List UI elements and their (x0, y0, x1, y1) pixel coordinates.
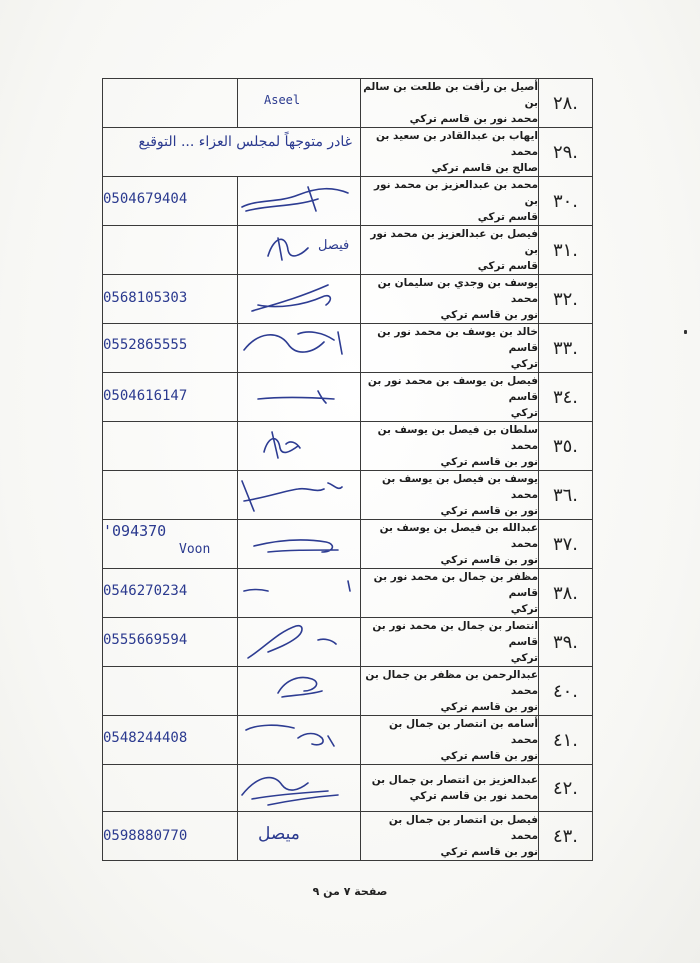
name-line: صالح بن قاسم تركي (431, 162, 538, 174)
table-row (103, 471, 593, 520)
signature-cell (238, 226, 361, 275)
signature-cell (238, 618, 361, 667)
signature-cell (238, 177, 361, 226)
name-line: نور بن قاسم تركي (440, 505, 538, 517)
name-line: نور بن قاسم تركي (440, 701, 538, 713)
signature-scribble (238, 765, 361, 811)
signature-scribble (238, 716, 361, 762)
row-number: .٣٨ (539, 569, 593, 618)
table-row (103, 812, 593, 861)
signature-scribble (238, 667, 361, 713)
row-number: .٤٣ (539, 812, 593, 861)
phone-cell (103, 373, 238, 422)
phone-cell (103, 569, 238, 618)
signature-scribble (238, 275, 361, 321)
signature-scribble (238, 618, 361, 664)
name-line: تركي (510, 603, 538, 615)
table-row (103, 128, 593, 177)
name-line: يوسف بن وجدي بن سليمان بن محمد (377, 277, 538, 305)
handwritten-signature: فيصل (318, 238, 350, 253)
row-number: .٣٩ (539, 618, 593, 667)
name-line: نور بن قاسم تركي (440, 309, 538, 321)
row-number: .٤١ (539, 716, 593, 765)
row-number: .٢٨ (539, 79, 593, 128)
row-number: .٣٦ (539, 471, 593, 520)
signature-cell (238, 471, 361, 520)
signature-cell (238, 324, 361, 373)
table-row (103, 373, 593, 422)
name-cell (361, 422, 539, 471)
signature-cell (238, 716, 361, 765)
name-line: أسامه بن انتصار بن جمال بن محمد (388, 718, 538, 746)
table-row (103, 275, 593, 324)
name-line: عبدالله بن فيصل بن يوسف بن محمد (379, 522, 538, 550)
signature-scribble (238, 569, 361, 615)
name-cell (361, 226, 539, 275)
table-row (103, 422, 593, 471)
signature-scribble (238, 471, 361, 517)
table-row (103, 667, 593, 716)
name-cell (361, 765, 539, 812)
signature-scribble (238, 373, 361, 419)
name-cell (361, 667, 539, 716)
name-line: تركي (510, 358, 538, 370)
signature-cell (238, 422, 361, 471)
name-cell (361, 324, 539, 373)
handwritten-phone: '094370 (103, 522, 167, 540)
name-line: خالد بن يوسف بن محمد نور بن قاسم (377, 326, 538, 354)
phone-cell (103, 667, 238, 716)
row-number: .٣٧ (539, 520, 593, 569)
handwritten-phone: 0548244408 (103, 730, 188, 746)
name-line: أصيل بن رأفت بن طلعت بن سالم بن (363, 81, 538, 109)
name-line: فيصل بن يوسف بن محمد نور بن قاسم (367, 375, 538, 403)
row-number: .٣٤ (539, 373, 593, 422)
name-cell (361, 471, 539, 520)
signature-cell (238, 812, 361, 861)
signature-cell (238, 569, 361, 618)
name-cell (361, 618, 539, 667)
signature-cell (238, 373, 361, 422)
signature-scribble (238, 422, 361, 468)
phone-cell (103, 79, 238, 128)
signature-cell (238, 275, 361, 324)
phone-cell (103, 716, 238, 765)
name-cell (361, 716, 539, 765)
table-row (103, 324, 593, 373)
name-line: قاسم تركي (477, 260, 538, 272)
row-number: .٣٣ (539, 324, 593, 373)
name-cell (361, 128, 539, 177)
phone-cell (103, 471, 238, 520)
phone-cell (103, 324, 238, 373)
handwritten-phone: 0598880770 (103, 828, 188, 845)
name-line: مظفر بن جمال بن محمد نور بن قاسم (373, 571, 538, 599)
name-cell (361, 373, 539, 422)
handwritten-phone: 0504616147 (103, 388, 188, 404)
row-number: .٣٠ (539, 177, 593, 226)
row-number: .٣٢ (539, 275, 593, 324)
handwritten-signature: ميصل (258, 824, 300, 845)
handwritten-note: غادر متوجهاً لمجلس العزاء ... التوقيع (138, 134, 352, 150)
signature-cell (238, 520, 361, 569)
name-cell (361, 275, 539, 324)
name-cell (361, 79, 539, 128)
page-number: صفحة ٧ من ٩ (312, 885, 388, 898)
handwritten-phone: 0568105303 (103, 290, 188, 306)
table-row (103, 716, 593, 765)
handwritten-note-cell (103, 128, 361, 177)
phone-cell (103, 618, 238, 667)
phone-cell (103, 177, 238, 226)
name-line: نور بن قاسم تركي (440, 554, 538, 566)
name-line: انتصار بن جمال بن محمد نور بن قاسم (372, 620, 538, 648)
signature-scribble (238, 324, 361, 370)
row-number: .٤٠ (539, 667, 593, 716)
name-line: فيصل بن انتصار بن جمال بن محمد (388, 814, 538, 843)
name-line: محمد نور بن قاسم تركي (409, 790, 538, 803)
name-line: سلطان بن فيصل بن يوسف بن محمد (377, 424, 538, 452)
name-line: يوسف بن فيصل بن يوسف بن محمد (381, 473, 538, 501)
name-line: قاسم تركي (477, 211, 538, 223)
name-line: نور بن قاسم تركي (440, 456, 538, 468)
signature-cell (238, 79, 361, 128)
row-number: .٣١ (539, 226, 593, 275)
phone-cell (103, 275, 238, 324)
name-cell (361, 520, 539, 569)
attendance-table (102, 78, 593, 861)
signature-scribble (238, 177, 361, 223)
name-line: محمد نور بن قاسم تركي (409, 113, 538, 125)
name-cell (361, 812, 539, 861)
name-line: فيصل بن عبدالعزيز بن محمد نور بن (370, 228, 538, 256)
signature-cell (238, 667, 361, 716)
table-row (103, 177, 593, 226)
row-number: .٢٩ (539, 128, 593, 177)
name-line: ايهاب بن عبدالقادر بن سعيد بن محمد (375, 130, 538, 158)
handwritten-phone: 0546270234 (103, 583, 188, 599)
phone-cell (103, 422, 238, 471)
name-cell (361, 177, 539, 226)
name-line: عبدالعزيز بن انتصار بن جمال بن (371, 774, 538, 787)
name-line: تركي (510, 652, 538, 664)
handwritten-signature: Aseel (264, 93, 301, 107)
name-line: محمد بن عبدالعزيز بن محمد نور بن (374, 179, 538, 207)
signature-cell (238, 765, 361, 812)
phone-cell (103, 520, 238, 569)
signature-scribble (238, 520, 361, 566)
handwritten-phone: 0555669594 (103, 632, 188, 648)
table-row (103, 765, 593, 812)
handwritten-phone: 0552865555 (103, 337, 188, 353)
phone-cell (103, 812, 238, 861)
table-row (103, 618, 593, 667)
handwritten-note: Voon (179, 542, 211, 557)
table-row (103, 226, 593, 275)
row-number: .٣٥ (539, 422, 593, 471)
name-line: نور بن قاسم تركي (440, 846, 538, 859)
table-row (103, 79, 593, 128)
row-number: .٤٢ (539, 765, 593, 812)
table-row (103, 520, 593, 569)
name-line: عبدالرحمن بن مظفر بن جمال بن محمد (365, 669, 538, 697)
name-line: نور بن قاسم تركي (440, 750, 538, 762)
phone-cell (103, 765, 238, 812)
name-line: تركي (510, 407, 538, 419)
table-row (103, 569, 593, 618)
scan-speck (684, 330, 687, 334)
handwritten-phone: 0504679404 (103, 191, 188, 207)
name-cell (361, 569, 539, 618)
phone-cell (103, 226, 238, 275)
